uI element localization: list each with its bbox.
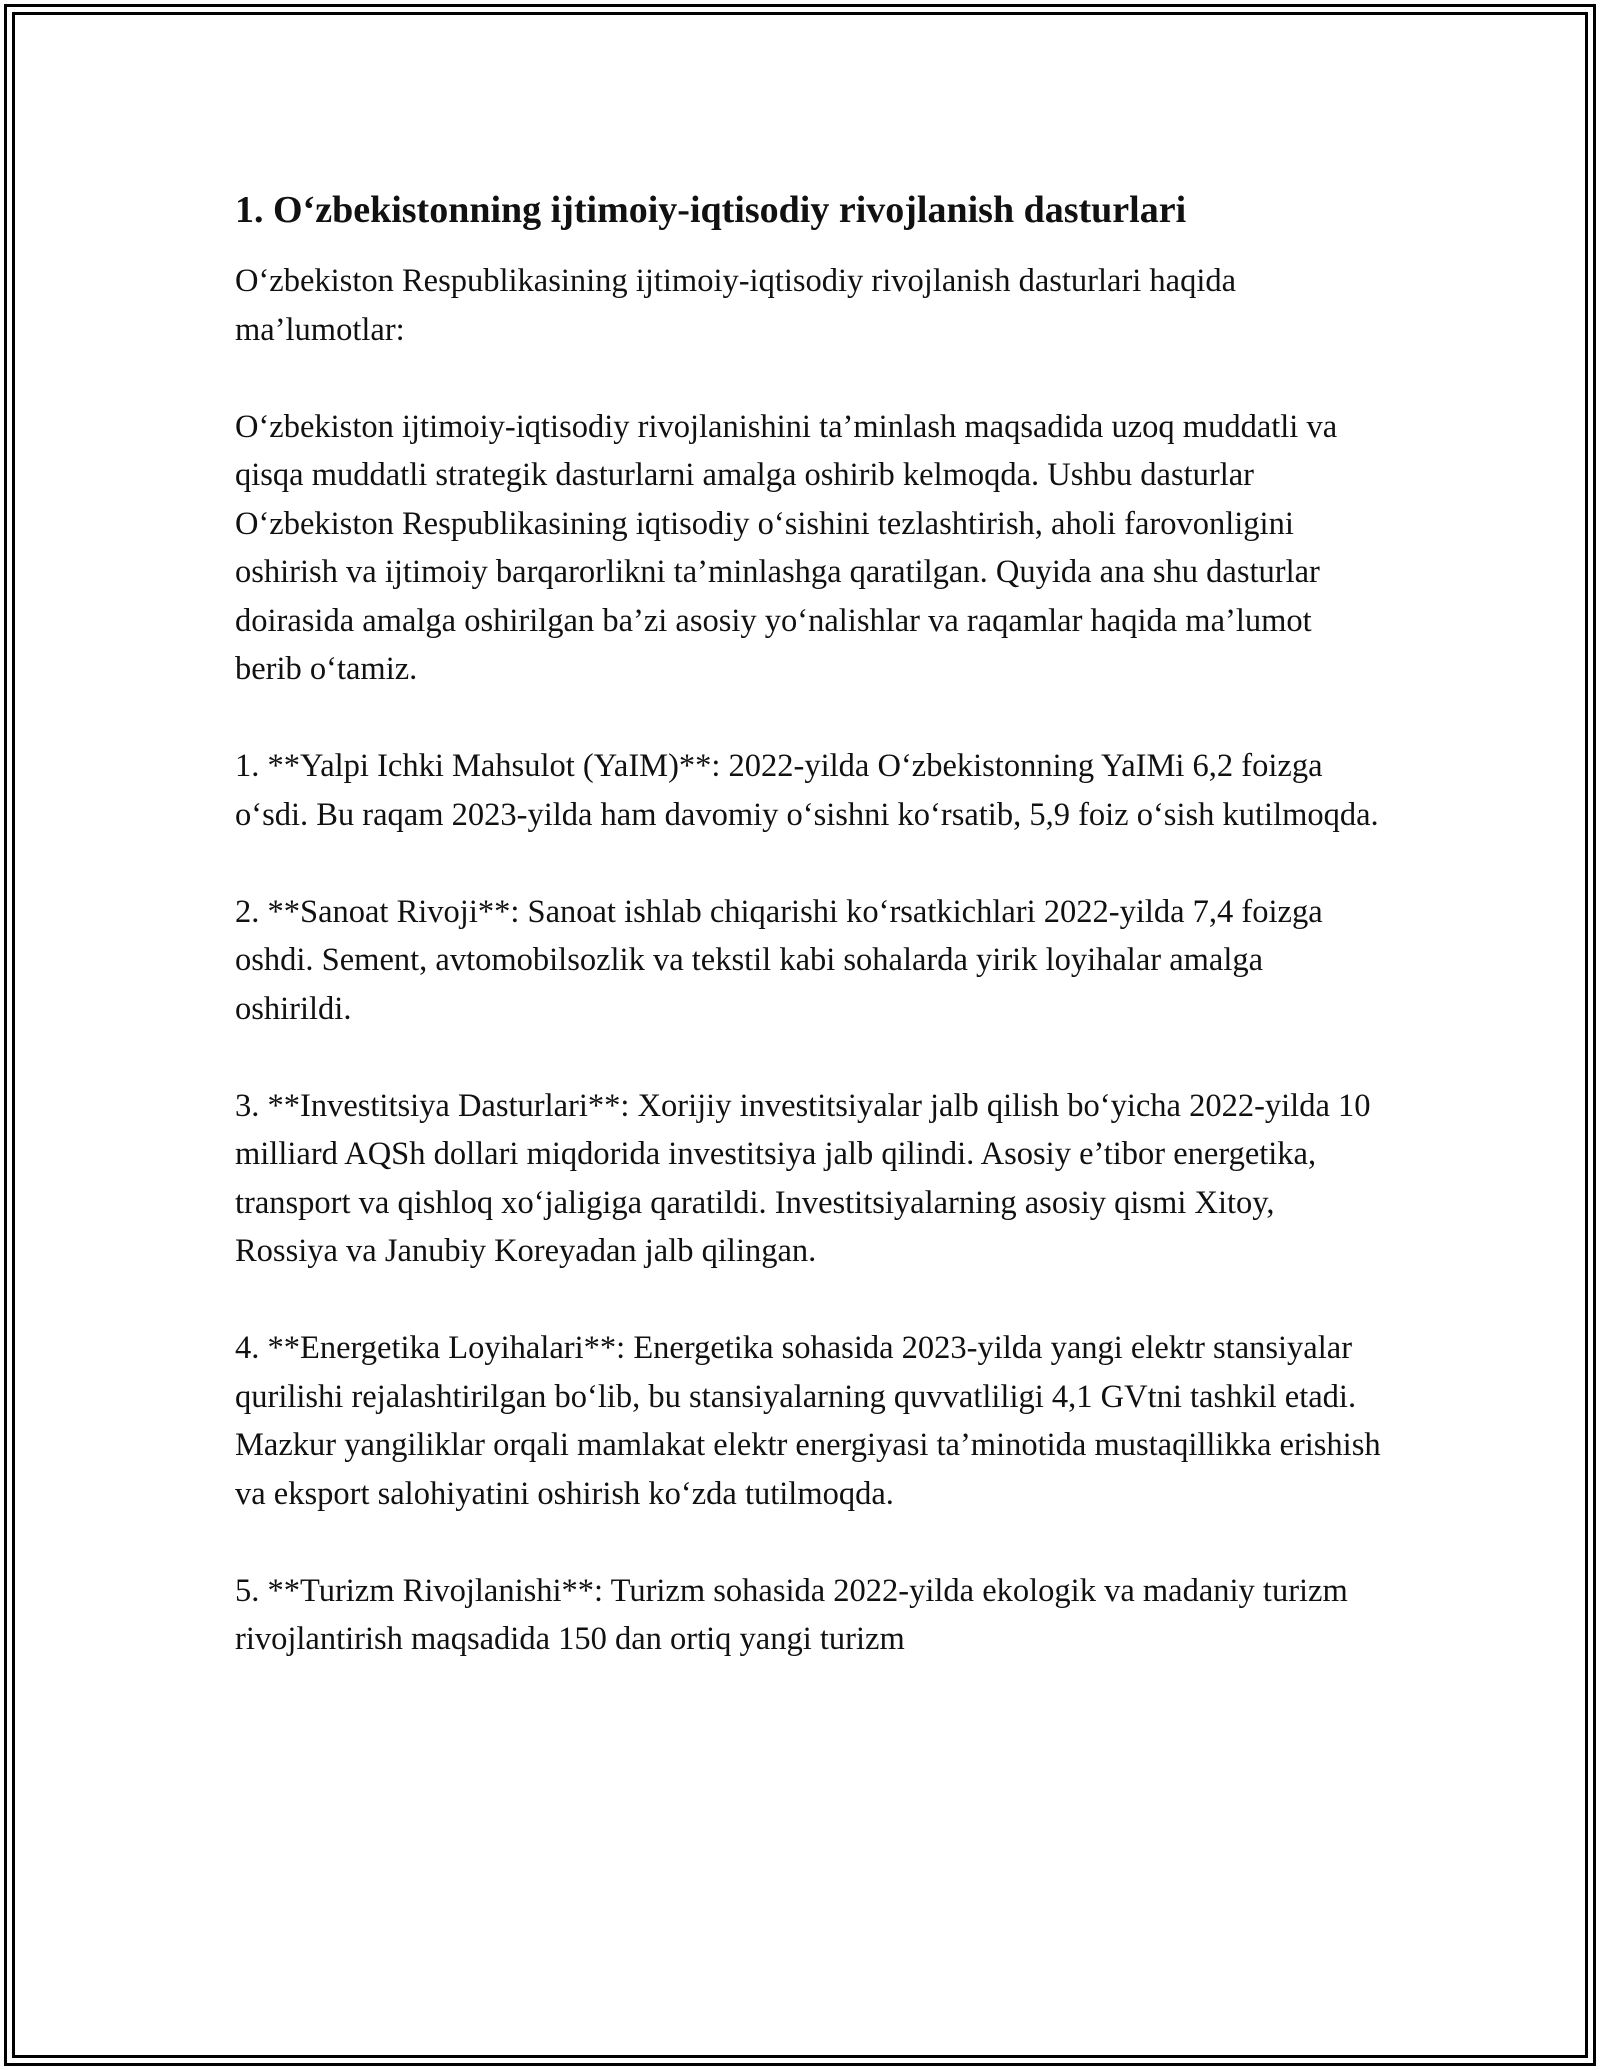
- intro-paragraph: O‘zbekiston Respublikasining ijtimoiy-iqtisodiy rivojlanish dasturlari haqida ma’lumotlar:: [235, 263, 1237, 348]
- list-item-industry: 2. **Sanoat Rivoji**: Sanoat ishlab chiqarishi ko‘rsatkichlari 2022-yilda 7,4 foizga oshdi. Sement, avtomobilsozlik va tekstil kabi sohalarda yirik loyihalar amalga oshirildi.: [235, 893, 1323, 1027]
- list-item-tourism: 5. **Turizm Rivojlanishi**: Turizm sohasida 2022-yilda ekologik va madaniy turizm rivojlantirish maqsadida 150 dan ortiq yangi turizm: [235, 1572, 1348, 1658]
- list-item-energy: 4. **Energetika Loyihalari**: Energetika sohasida 2023-yilda yangi elektr stansiyalar qurilishi rejalashtirilgan bo‘lib, bu stansiyalarning quvvatliligi 4,1 GVtni tashkil etadi. Mazkur yangiliklar orqali mamlakat elektr energiyasi ta’minotida mustaqillikka erishish va eksport salohiyatini oshirish ko‘zda tutilmoqda.: [235, 1330, 1381, 1512]
- document-body: [235, 186, 1385, 1664]
- overview-paragraph: O‘zbekiston ijtimoiy-iqtisodiy rivojlanishini ta’minlash maqsadida uzoq muddatli va qisqa muddatli strategik dasturlarni amalga oshirib kelmoqda. Ushbu dasturlar O‘zbekiston Respublikasining iqtisodiy o‘sishini tezlashtirish, aholi farovonligini oshirish va ijtimoiy barqarorlikni ta’minlashga qaratilgan. Quyida ana shu dasturlar doirasida amalga oshirilgan ba’zi asosiy yo‘nalishlar va raqamlar haqida ma’lumot berib o‘tamiz.: [235, 408, 1338, 688]
- section-heading: 1. O‘zbekistonning ijtimoiy-iqtisodiy rivojlanish dasturlari: [235, 189, 1187, 231]
- list-item-investment: 3. **Investitsiya Dasturlari**: Xorijiy investitsiyalar jalb qilish bo‘yicha 2022-yilda 10 milliard AQSh dollari miqdorida investitsiya jalb qilindi. Asosiy e’tibor energetika, transport va qishloq xo‘jaligiga qaratildi. Investitsiyalarning asosiy qismi Xitoy, Rossiya va Janubiy Koreyadan jalb qilingan.: [235, 1087, 1371, 1270]
- list-item-gdp: 1. **Yalpi Ichki Mahsulot (YaIM)**: 2022-yilda O‘zbekistonning YaIMi 6,2 foizga o‘sdi. Bu raqam 2023-yilda ham davomiy o‘sishni ko‘rsatib, 5,9 foiz o‘sish kutilmoqda.: [235, 748, 1379, 833]
